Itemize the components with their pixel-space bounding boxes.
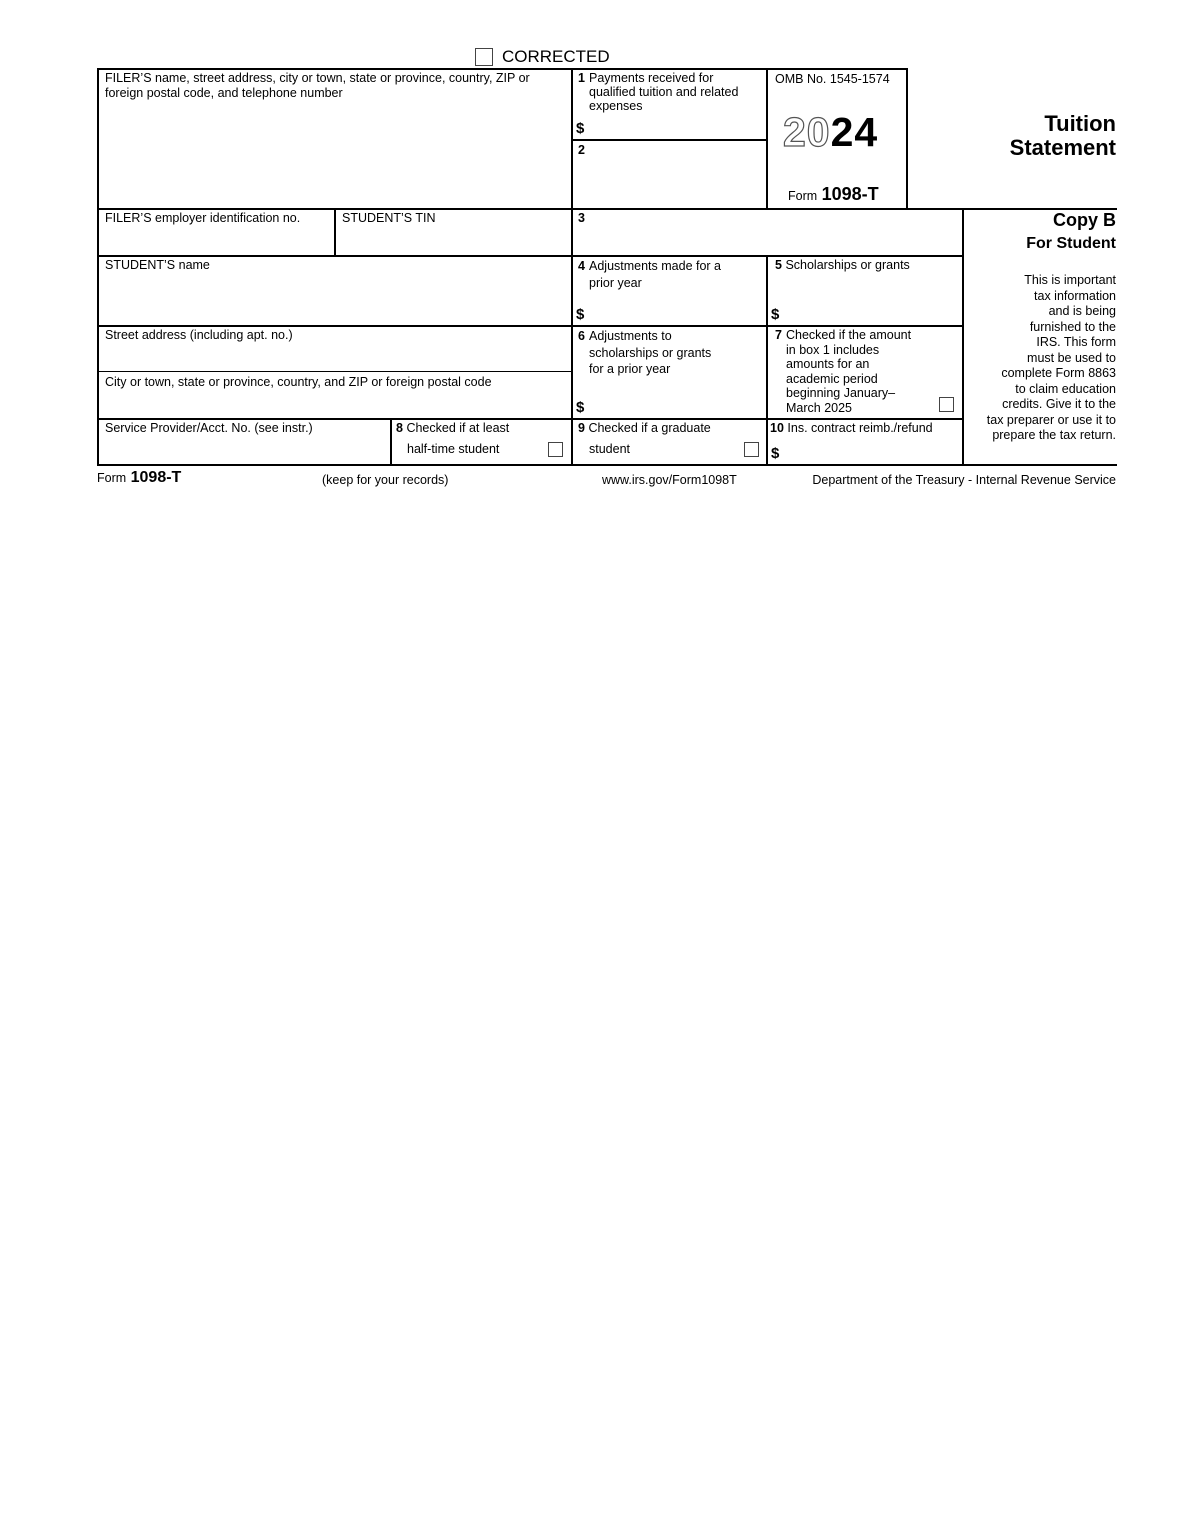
box7-number: 7 — [775, 328, 782, 342]
copy-note-line: IRS. This form — [1036, 335, 1116, 349]
copy-note-line: must be used to — [1027, 350, 1116, 365]
box9-line2: student — [589, 442, 631, 456]
box9-line1: Checked if a graduate — [588, 421, 711, 435]
box5-number: 5 — [775, 258, 782, 272]
student-name-label: STUDENT’S name — [105, 258, 210, 272]
form-number: 1098-T — [821, 184, 879, 204]
box2-number: 2 — [578, 143, 585, 157]
box7-line4: academic period — [786, 371, 878, 386]
box1-number: 1 — [578, 71, 585, 85]
box8-checkbox[interactable] — [548, 442, 563, 457]
box4-currency: $ — [576, 306, 585, 323]
box7-checkbox[interactable] — [939, 397, 954, 412]
form-title — [920, 112, 1116, 160]
tax-year-bold: 24 — [830, 109, 879, 155]
tax-year-outline: 20 — [783, 109, 831, 155]
box6-line3: for a prior year — [589, 362, 671, 376]
box7-line1: Checked if the amount — [786, 328, 912, 342]
box7-line2: in box 1 includes — [786, 342, 880, 357]
box7-line5: beginning January– — [786, 386, 896, 400]
copy-note-line: and is being — [1048, 304, 1116, 318]
form-word: Form — [788, 189, 818, 203]
box5-text: Scholarships or grants — [785, 258, 910, 272]
box5-label — [775, 258, 910, 273]
corrected-label: CORRECTED — [502, 47, 610, 66]
box7-line6: March 2025 — [786, 400, 853, 415]
copy-b-label: Copy B — [1053, 210, 1116, 230]
corrected-checkbox[interactable] — [475, 48, 493, 66]
student-tin-label: STUDENT’S TIN — [342, 211, 436, 225]
footer-url[interactable]: www.irs.gov/Form1098T — [602, 473, 737, 487]
service-provider-label: Service Provider/Acct. No. (see instr.) — [105, 421, 313, 435]
box8-number: 8 — [396, 421, 403, 435]
box4-line1: Adjustments made for a — [589, 259, 722, 273]
omb-number: OMB No. 1545-1574 — [775, 72, 890, 86]
box10-label — [770, 421, 933, 436]
form-title-line1: Tuition — [1044, 111, 1116, 136]
box6-line1: Adjustments to — [589, 329, 672, 343]
box9-label — [578, 421, 763, 457]
copy-note-line: tax information — [1034, 288, 1116, 303]
copy-note-line: This is important — [1024, 273, 1116, 287]
box4-number: 4 — [578, 259, 585, 273]
box8-line2: half-time student — [407, 442, 500, 456]
box1-text: Payments received for qualified tuition and related expenses — [589, 71, 739, 113]
box8-line1: Checked if at least — [406, 421, 510, 435]
box10-currency: $ — [771, 445, 780, 462]
city-label: City or town, state or province, country, and ZIP or foreign postal code — [105, 375, 492, 389]
box4-line2: prior year — [589, 276, 642, 290]
footer-form-word: Form — [97, 471, 127, 485]
copy-note-line: to claim education — [1015, 381, 1116, 396]
copy-note-line: complete Form 8863 — [1001, 366, 1116, 380]
box1-label — [578, 71, 763, 113]
copy-note-line: furnished to the — [1029, 319, 1116, 334]
box7-label — [775, 328, 960, 415]
box5-currency: $ — [771, 306, 780, 323]
form-title-line2: Statement — [1009, 135, 1116, 160]
copy-note-line: tax preparer or use it to — [986, 412, 1116, 427]
box9-number: 9 — [578, 421, 585, 435]
filer-ein-label: FILER’S employer identification no. — [105, 211, 301, 225]
box1-currency: $ — [576, 120, 585, 137]
street-address-label: Street address (including apt. no.) — [105, 328, 293, 342]
footer-form-id — [97, 469, 181, 487]
filer-name-label: FILER’S name, street address, city or town, state or province, country, ZIP or foreign postal code, and telephone number — [105, 71, 530, 100]
box6-line2: scholarships or grants — [589, 345, 712, 360]
copy-note-line: credits. Give it to the — [1002, 397, 1116, 411]
footer-keep-records: (keep for your records) — [322, 473, 449, 487]
box10-number: 10 — [770, 421, 784, 435]
copy-note-line: prepare the tax return. — [992, 428, 1116, 442]
box9-checkbox[interactable] — [744, 442, 759, 457]
copy-for-student: For Student — [1026, 235, 1116, 252]
box7-line3: amounts for an — [786, 357, 870, 371]
form-id — [788, 184, 879, 205]
box4-label — [578, 258, 763, 292]
box8-label — [396, 421, 568, 457]
box6-number: 6 — [578, 329, 585, 343]
box6-label — [578, 328, 763, 378]
box6-currency: $ — [576, 399, 585, 416]
tax-year — [783, 109, 878, 156]
footer-department: Department of the Treasury - Internal Revenue Service — [812, 473, 1116, 487]
box3-number: 3 — [578, 211, 585, 225]
box10-text: Ins. contract reimb./refund — [787, 421, 933, 435]
footer-form-number: 1098-T — [130, 469, 182, 486]
copy-note — [966, 273, 1116, 444]
